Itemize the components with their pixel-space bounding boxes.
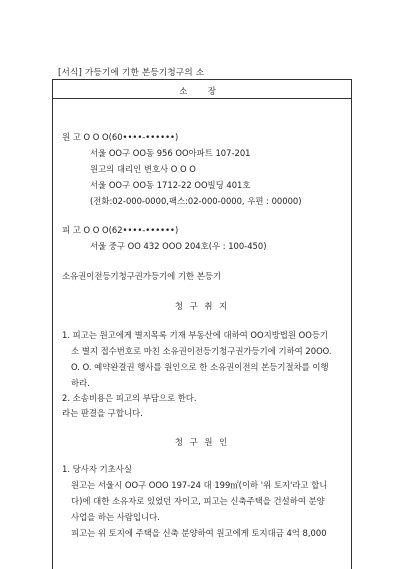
plaintiff-attorney: 원고의 대리인 변호사 O O O xyxy=(90,164,196,174)
cause-para-1-line-3: 사업을 하는 사람입니다. xyxy=(71,512,160,522)
case-title: 소유권이전등기청구권가등기에 기한 본등기 xyxy=(62,271,222,281)
cause-para-2-line-1: 피고는 위 토지에 주택을 신축 분양하여 원고에게 토지대금 4억 8,000 xyxy=(71,528,327,538)
cause-para-1-line-2: 다)에 대한 소유자로 있었던 자이고, 피고는 신축주택을 건설하여 분양 xyxy=(71,496,325,506)
claim-item-1-line-4: 하라. xyxy=(71,378,90,388)
plaintiff-name: 원 고 O O O(60••••-••••••) xyxy=(62,132,179,142)
header-divider xyxy=(52,98,352,99)
claim-item-1-line-3: O. O. 예약완결권 행사를 원인으로 한 소유권이전의 본등기절차를 이행 xyxy=(71,362,329,372)
plaintiff-address: 서울 OO구 OO동 956 OO아파트 107-201 xyxy=(90,148,251,158)
defendant-name: 피 고 O O O(62••••-••••••) xyxy=(62,225,179,235)
claim-item-1-line-1: 1. 피고는 원고에게 별지목록 기재 부동산에 대하여 OO지방법원 OO등기 xyxy=(62,330,329,340)
claim-closing: 라는 판결을 구합니다. xyxy=(62,408,143,418)
cause-item-1-title: 1. 당사자 기초사실 xyxy=(62,464,132,474)
cause-heading: 청 구 원 인 xyxy=(174,437,230,447)
attorney-address: 서울 OO구 OO동 1712-22 OO빌딩 401호 xyxy=(90,180,251,190)
claim-heading: 청 구 취 지 xyxy=(174,301,230,311)
attorney-contact: (전화:02-000-0000,팩스:02-000-0000, 우편 : 00000) xyxy=(90,196,302,206)
form-caption: [서식] 가등기에 기한 본등기청구의 소 xyxy=(58,68,205,78)
claim-item-2: 2. 소송비용은 피고의 부담으로 한다. xyxy=(62,393,197,403)
defendant-address: 서울 중구 OO 432 OOO 204호(우 : 100-450) xyxy=(90,241,267,251)
document-heading: 소 장 xyxy=(179,86,225,96)
claim-item-1-line-2: 소 별지 접수번호로 마친 소유권이전등기청구권가등기에 기하여 20OO. xyxy=(71,346,332,356)
cause-para-1-line-1: 원고는 서울시 OO구 OOO 197-24 대 199㎡(이하 '위 토지'라고 합니 xyxy=(71,480,328,490)
